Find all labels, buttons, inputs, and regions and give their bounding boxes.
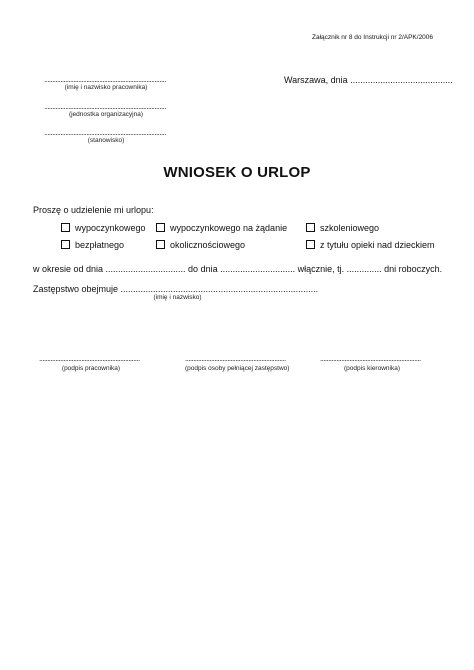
leave-type-checkbox-3[interactable] [306, 223, 315, 232]
manager-signature-field [320, 354, 424, 372]
organizational-unit-dots: ........................................................................... [44, 102, 166, 111]
leave-type-label-2: wypoczynkowego na żądanie [170, 223, 288, 233]
position-caption: (stanowisko) [87, 137, 125, 144]
employee-name-field [44, 75, 168, 91]
manager-signature-dots: .............................................................. [320, 354, 421, 363]
place-date: Warszawa, dnia ......................................... [284, 75, 453, 85]
request-line: Proszę o udzielenie mi urlopu: [33, 205, 154, 215]
organizational-unit-caption: (jednostka organizacyjna) [68, 111, 144, 118]
document-title: WNIOSEK O URLOP [163, 164, 311, 181]
manager-signature-caption: (podpis kierownika) [344, 365, 400, 372]
position-field [44, 128, 168, 144]
leave-type-label-4: bezpłatnego [75, 240, 125, 250]
leave-type-label-1: wypoczynkowego [75, 223, 146, 233]
substitute-line: Zastępstwo obejmuje ............................................................................... [33, 284, 319, 294]
leave-type-label-6: z tytułu opieki nad dzieckiem [320, 240, 435, 250]
employee-signature-field [39, 354, 143, 372]
employee-name-dots: ........................................................................... [44, 75, 166, 84]
substitute-signature-dots: .............................................................. [185, 354, 286, 363]
organizational-unit-field [44, 102, 168, 118]
attachment-note: Załącznik nr 8 do Instrukcji nr 2/APK/2006 [312, 34, 434, 41]
leave-type-label-5: okolicznościowego [170, 240, 246, 250]
employee-name-caption: (imię i nazwisko pracownika) [64, 84, 148, 91]
leave-type-checkbox-2[interactable] [156, 223, 165, 232]
substitute-signature-field [185, 354, 289, 372]
leave-type-checkbox-1[interactable] [61, 223, 70, 232]
substitute-caption: (imię i nazwisko) [153, 294, 202, 301]
leave-period-line: w okresie od dnia ................................ do dnia .............................. włącznie, tj. .............. dni roboczych. [33, 264, 443, 274]
leave-type-label-3: szkoleniowego [320, 223, 380, 233]
leave-type-checkbox-4[interactable] [61, 240, 70, 249]
substitute-signature-caption: (podpis osoby pełniącej zastępstwo) [185, 365, 290, 372]
position-dots: ........................................................................... [44, 128, 166, 137]
leave-type-checkbox-5[interactable] [156, 240, 165, 249]
employee-signature-caption: (podpis pracownika) [61, 365, 121, 372]
leave-type-checkbox-6[interactable] [306, 240, 315, 249]
employee-signature-dots: .............................................................. [39, 354, 140, 363]
